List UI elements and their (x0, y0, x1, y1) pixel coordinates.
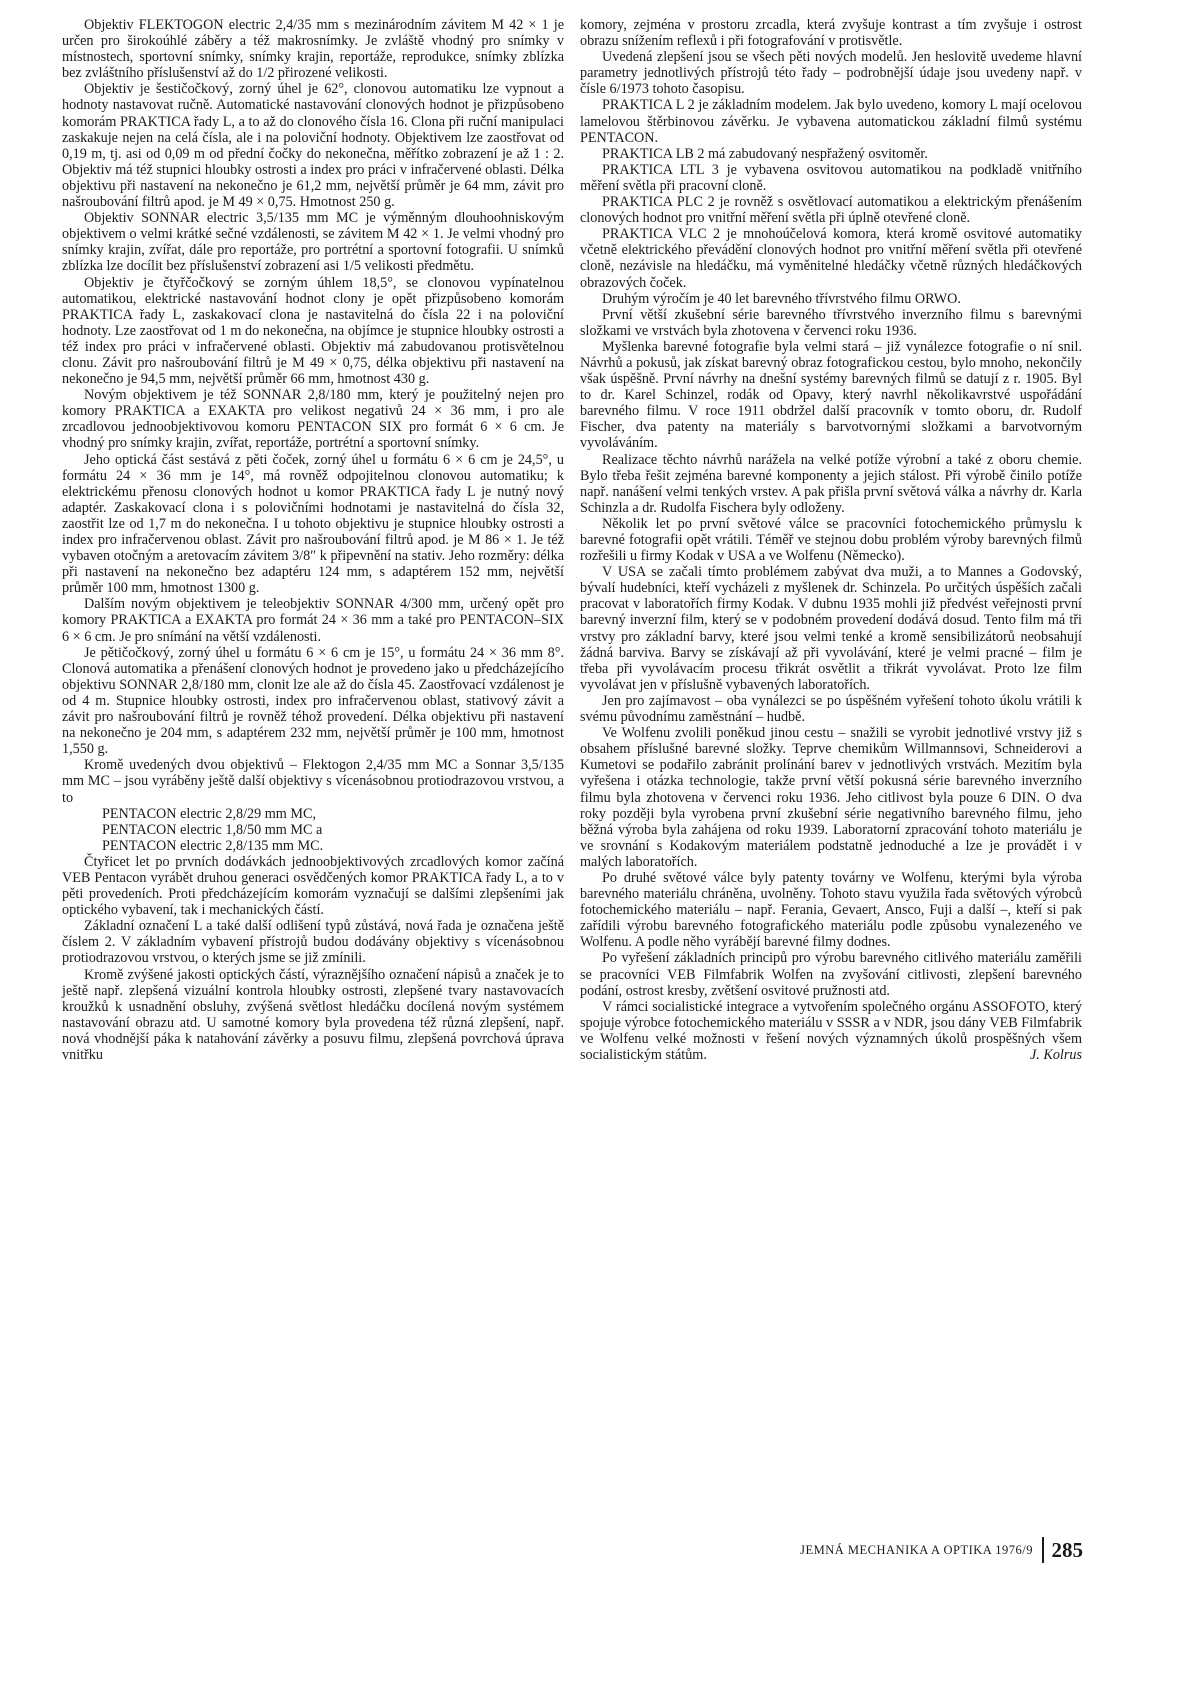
right-column (580, 17, 1082, 1063)
paragraph: Kromě zvýšené jakosti optických částí, výraznějšího označení nápisů a značek je to ještě např. zlepšená vizuální kontrola hloubky ostrosti, zlepšené tvary nastavovacích kroužků k usnadnění obsluhy, zvýšená světlost hledáčku docílená novým systémem nastavování obrazu atd. U samotné komory byla provedena též různá zlepšení, např. nová vhodnější páka k natahování závěrky a posuvu filmu, zlepšená povrchová úprava vnitřku (62, 966, 564, 1063)
paragraph: PRAKTICA LB 2 má zabudovaný nespřažený osvitoměr. (602, 145, 928, 162)
paragraph: Objektiv je šestičočkový, zorný úhel je 62°, clonovou automatiku lze vypnout a hodnoty nastavovat ručně. Automatické nastavování clonových hodnot je přizpůsobeno komorám PRAKTICA řady L, a to až do clonového čísla 16. Clona při ruční manipulaci zaskakuje nejen na celá čísla, ale i na poloviční hodnoty. Objektivem lze zaostřovat od 0,19 m, tj. asi od 0,09 m od přední čočky do nekonečna, měřítko zobrazení je až 1 : 2. Objektiv má též stupnici hloubky ostrosti a index pro práci v infračervené oblasti. Délka objektivu při nastavení na nekonečno je 61,2 mm, největší průměr je 64 mm, závit pro našroubování filtrů apod. je M 49 × 0,75. Hmotnost 250 g. (62, 81, 564, 211)
paragraph: Myšlenka barevné fotografie byla velmi stará – již vynálezce fotografie o ní snil. Návrhů a pokusů, jak získat barevný obraz fotografickou cestou, bylo mnoho, nekončily však úspěšně. První návrhy na dnešní systémy barevných filmů se datují z r. 1905. Byl to dr. Karel Schinzel, rodák od Opavy, který navrhl několikavrstvé uspořádání barevného filmu. V roce 1911 obdržel další pracovník v tomto oboru, dr. Rudolf Fischer, dva patenty na materiály s barvotvornými složkami a barvotvorným vyvoláváním. (580, 338, 1082, 452)
paragraph: První větší zkušební série barevného třívrstvého inverzního filmu s barevnými složkami ve vrstvách byla zhotovena v červenci roku 1936. (580, 306, 1082, 339)
paragraph: Novým objektivem je též SONNAR 2,8/180 mm, který je použitelný nejen pro komory PRAKTICA a EXAKTA pro velikost negativů 24 × 36 mm, i pro ale zrcadlovou jednoobjektivovou komoru PENTACON SIX pro formát 6 × 6 cm. Je vhodný pro snímky krajin, zvířat, reportáže, portrétní a sportovní snímky. (62, 387, 564, 452)
lens-list-item: PENTACON electric 2,8/29 mm MC, (102, 805, 317, 822)
lens-list-item: PENTACON electric 2,8/135 mm MC. (102, 837, 324, 854)
paragraph: Dalším novým objektivem je teleobjektiv SONNAR 4/300 mm, určený opět pro komory PRAKTICA a EXAKTA pro formát 24 × 36 mm a také pro PENTACON–SIX 6 × 6 cm. Je pro snímání na větší vzdálenosti. (62, 596, 564, 645)
paragraph: Druhým výročím je 40 let barevného třívrstvého filmu ORWO. (602, 290, 961, 307)
author-signature: J. Kolrus (1029, 1047, 1082, 1063)
journal-name: JEMNÁ MECHANIKA A OPTIKA 1976/9 (800, 1542, 1033, 1557)
paragraph: PRAKTICA L 2 je základním modelem. Jak bylo uvedeno, komory L mají ocelovou lamelovou štěrbinovou závěrku. Je vybavena automatickou základní filmů systému PENTACON. (580, 97, 1082, 146)
paragraph: Je pětičočkový, zorný úhel u formátu 6 × 6 cm je 15°, u formátu 24 × 36 mm 8°. Clonová automatika a přenášení clonových hodnot je provedeno jako u předcházejícího objektivu SONNAR 2,8/180 mm, clonit lze ale až do čísla 45. Zaostřovací vzdálenost je od 4 m. Stupnice hloubky ostrosti, index pro infračervenou oblast, stativový závit a závit pro našroubování filtrů je rovněž téhož provedení. Délka objektivu při nastavení na nekonečno je 204 mm, s adaptérem 232 mm, největší průměr je 100 mm, hmotnost 1,550 g. (62, 644, 564, 758)
paragraph: PRAKTICA LTL 3 je vybavena osvitovou automatikou na podkladě vnitřního měření světla při pracovní cloně. (580, 161, 1082, 194)
paragraph: PRAKTICA VLC 2 je mnohoúčelová komora, která kromě osvitové automatiky včetně elektrického převádění clonových hodnot pro vnitřní měření světla při otevřené cloně, nezávisle na hledáčku, má vyměnitelné hledáčky včetně různých hledáčkových obrazových čoček. (580, 226, 1082, 291)
paragraph: Uvedená zlepšení jsou se všech pěti nových modelů. Jen heslovitě uvedeme hlavní parametry jednotlivých přístrojů této řady – podrobnější údaje jsou uvedeny např. v čísle 6/1973 tohoto časopisu. (580, 49, 1082, 98)
paragraph-text: V rámci socialistické integrace a vytvořením společného orgánu ASSOFOTO, který spojuje výrobce fotochemického materiálu v SSSR a v NDR, jsou dány VEB Filmfabrik ve Wolfenu velké možnosti v řešení nových významných úkolů prospěšných všem socialistickým státům. (580, 998, 1082, 1063)
paragraph: Objektiv SONNAR electric 3,5/135 mm MC je výměnným dlouhoohniskovým objektivem o velmi krátké sečné vzdálenosti, se závitem M 42 × 1. Je velmi vhodný pro snímky krajin, zvířat, dále pro reportáže, pro portrétní a sportovní fotografii. U snímků zblízka lze docílit bez příslušenství zobrazení asi 1/5 velikosti předmětu. (62, 210, 564, 275)
paragraph: V USA se začali tímto problémem zabývat dva muži, a to Mannes a Godovský, bývalí hudebníci, kteří vycházeli z myšlenek dr. Schinzela. Po určitých úspěších začali pracovat v laboratořích firmy Kodak. V dubnu 1935 mohli již předvést veřejnosti první barevný inverzní film, který se v podobném provedení dodává dosud. Tento film má tři vrstvy pro základní barvy, které jsou velmi tenké a kromě sensibilizátorů neobsahují žádná barviva. Barvy se získávají až při vyvolávání, které je velmi pracné – film je třeba při vyvolávacím procesu třikrát osvětlit a třikrát vyvolávat. Proto lze film vyvolávat jen v příslušně vybavených laboratořích. (580, 564, 1082, 693)
paragraph: PRAKTICA PLC 2 je rovněž s osvětlovací automatikou a elektrickým přenášením clonových hodnot pro vnitřní měření světla při úplně otevřené cloně. (580, 194, 1082, 227)
paragraph: Ve Wolfenu zvolili poněkud jinou cestu – snažili se vyrobit jednotlivé vrstvy již s obsahem příslušné barevné složky. Teprve chemikům Willmannsovi, Schneiderovi a Kumetovi se podařilo zabránit prolínání barev v jednotlivých vrstvách. Mezitím byla vyřešena i otázka technologie, takže první větší pokusná série barevného inverzního filmu byla zhotovena v červenci roku 1936. Jeho citlivost byla pouze 6 DIN. O dva roky později byla vyrobena první zkušební série negativního barevného filmu, jeho běžná výroba byla zahájena od roku 1939. Laboratorní zpracování tohoto materiálu je ve srovnání s Kodakovým materiálem podstatně jednoduché a lze je provádět i v malých laboratořích. (580, 725, 1082, 870)
paragraph: Kromě uvedených dvou objektivů – Flektogon 2,4/35 mm MC a Sonnar 3,5/135 mm MC – jsou vyráběny ještě další objektivy s vícenásobnou protiodrazovou vrstvou, a to (62, 757, 564, 806)
paragraph: Základní označení L a také další odlišení typů zůstává, nová řada je označena ještě číslem 2. V základním vybavení přístrojů budou dodávány objektivy s vícenásobnou protiodrazovou vrstvou, o kterých jsme se již zmínili. (62, 918, 564, 967)
paragraph: Po vyřešení základních principů pro výrobu barevného citlivého materiálu zaměřili se pracovníci VEB Filmfabrik Wolfen na zvyšování citlivosti, zlepšení barevného podání, ostrost kresby, zvětšení osvitové pružnosti atd. (580, 950, 1082, 999)
paragraph: Realizace těchto návrhů narážela na velké potíže výrobní a také z oboru chemie. Bylo třeba řešit zejména barevné komponenty a jejich stálost. Při výrobě činilo potíže např. nanášení velmi tenkých vrstev. A pak přišla první světová válka a návrhy dr. Karla Schinzla a dr. Rudolfa Fischera byly odloženy. (580, 451, 1082, 516)
paragraph: komory, zejména v prostoru zrcadla, která zvyšuje kontrast a tím zvyšuje i ostrost obrazu snížením reflexů i při fotografování v protisvětle. (580, 17, 1082, 50)
paragraph: Jeho optická část sestává z pěti čoček, zorný úhel u formátu 6 × 6 cm je 24,5°, u formátu 24 × 36 mm je 14°, má rovněž odpojitelnou clonovou automatiku; k elektrickému přenosu clonových hodnot u komor PRAKTICA řady L je nutný nový adaptér. Zaskakovací clona i s polovičními hodnotami je nastavitelná do čísla 32, zaostřit lze od 1,7 m do nekonečna. I u tohoto objektivu je stupnice hloubky ostrosti a index pro infračervenou oblast. Závit pro našroubování filtrů apod. je M 86 × 1. Je též vybaven otočným a aretovacím závitem 3/8″ k připevnění na stativ. Jeho rozměry: délka při nastavení na nekonečno bez adaptéru 124 mm, s adaptérem 152 mm, největší průměr 100 mm, hmotnost 1300 g. (62, 451, 564, 597)
paragraph (580, 999, 1082, 1063)
page-number: 285 (1051, 1537, 1083, 1562)
paragraph: Čtyřicet let po prvních dodávkách jednoobjektivových zrcadlových komor začíná VEB Pentacon vyrábět druhou generaci osvědčených komor PRAKTICA řady L, a to v pěti provedeních. Proti předcházejícím komorám vyznačují se dalšími zlepšeními jak optického vybavení, tak i mechanických částí. (62, 853, 564, 919)
paragraph: Několik let po první světové válce se pracovníci fotochemického průmyslu k barevné fotografii opět vrátili. Téměř ve stejnou dobu problém výroby barevných filmů rozřešili u firmy Kodak v USA a ve Wolfenu (Německo). (580, 515, 1082, 565)
paragraph: Objektiv FLEKTOGON electric 2,4/35 mm s mezinárodním závitem M 42 × 1 je určen pro širokoúhlé záběry a též makrosnímky. Je zvláště vhodný pro snímky v místnostech, sportovní snímky, snímky krajin, reportáže, reprodukce, snímky zblízka bez zvláštního příslušenství až do 1/2 přirozené velikosti. (62, 17, 564, 82)
paragraph: Objektiv je čtyřčočkový se zorným úhlem 18,5°, se clonovou vypínatelnou automatikou, elektrické nastavování hodnot clony je opět přizpůsobeno komorám PRAKTICA řady L, zaskakovací clona je nastavitelná do čísla 22 i na poloviční hodnoty. Lze zaostřovat od 1 m do nekonečna, na objímce je stupnice hloubky ostrosti a též index pro práci v infračervené oblasti. Objektiv má zabudovanou protisvětelnou clonu. Závit pro našroubování filtrů je M 49 × 0,75, délka objektivu při nastavení na nekonečno je 94,5 mm, největší průměr 66 mm, hmotnost 430 g. (62, 274, 564, 388)
page-footer (800, 1537, 1083, 1563)
footer-divider (1042, 1537, 1044, 1563)
left-column (62, 17, 564, 1063)
lens-list-item: PENTACON electric 1,8/50 mm MC a (102, 821, 323, 838)
paragraph: Jen pro zajímavost – oba vynálezci se po úspěšném vyřešení tohoto úkolu vrátili k svému původnímu zaměstnání – hudbě. (580, 692, 1082, 726)
paragraph: Po druhé světové válce byly patenty továrny ve Wolfenu, kterými byla výroba barevného materiálu chráněna, uvolněny. Tohoto stavu využila řada světových výrobců fotochemického materiálu – např. Ferania, Gevaert, Ansco, Fuji a další –, kteří si pak zařídili výrobu barevného fotografického materiálu podle způsobu vynalezeného ve Wolfenu. A podle něho vyrábějí barevné filmy dodnes. (580, 869, 1082, 951)
